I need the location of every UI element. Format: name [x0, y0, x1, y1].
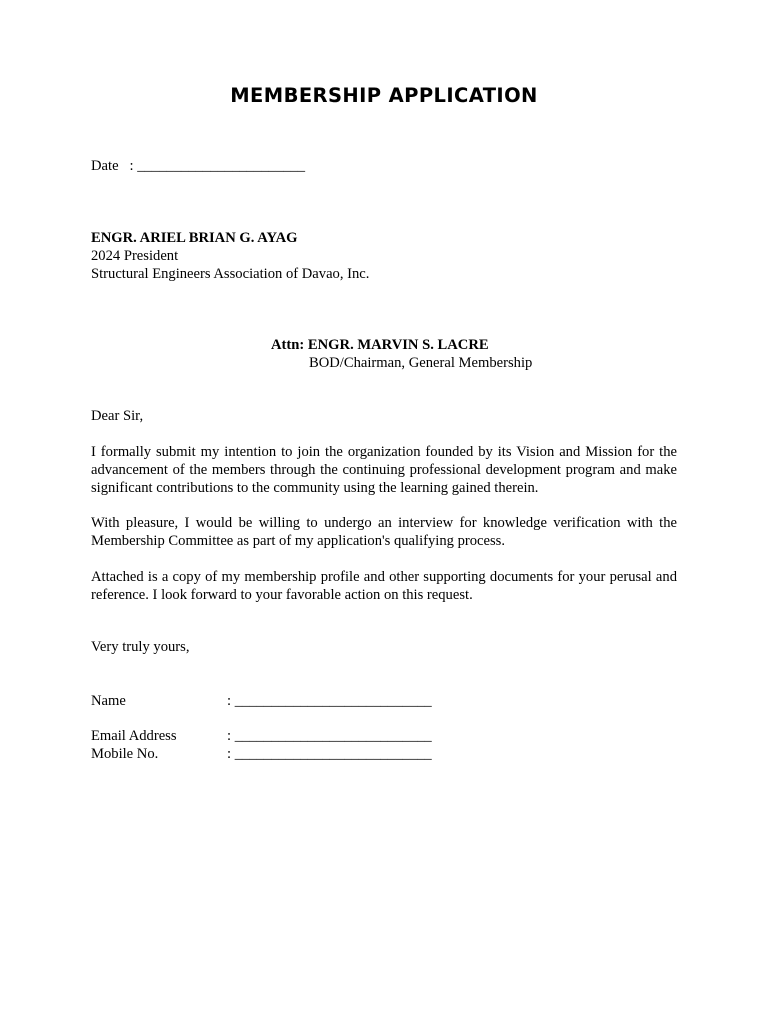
closing: Very truly yours, [91, 639, 190, 655]
attention-name: ENGR. MARVIN S. LACRE [307, 337, 489, 353]
name-field-line [91, 692, 432, 710]
addressee-position: 2024 President [91, 248, 179, 264]
attention-position: BOD/Chairman, General Membership [309, 355, 533, 371]
date-blank: : _______________________ [118, 158, 306, 174]
name-field-label: Name [91, 693, 126, 709]
date-label: Date [91, 158, 119, 174]
mobile-field-label: Mobile No. [91, 746, 159, 762]
addressee-name: ENGR. ARIEL BRIAN G. AYAG [91, 230, 298, 246]
document-title: MEMBERSHIP APPLICATION [230, 84, 538, 107]
email-field-label: Email Address [91, 728, 177, 744]
salutation: Dear Sir, [91, 408, 144, 424]
body-paragraph-2: With pleasure, I would be willing to undergo an interview for knowledge verification with the Membership Committee as part of my application's qualifying process. [91, 515, 677, 549]
email-field-line [91, 727, 432, 745]
mobile-field-line [91, 745, 432, 763]
addressee-block [91, 229, 369, 283]
name-field-blank: : ___________________________ [227, 693, 432, 709]
addressee-organization: Structural Engineers Association of Davao, Inc. [91, 266, 370, 282]
attention-block [271, 336, 532, 372]
mobile-field-blank: : ___________________________ [227, 746, 432, 762]
email-field-blank: : ___________________________ [227, 728, 432, 744]
body-paragraph-1: I formally submit my intention to join the organization founded by its Vision and Mission for the advancement of the members through the continuing professional development program and make significant contributions to the community using the learning gained therein. [91, 444, 677, 496]
date-line [91, 157, 305, 175]
attention-line [271, 336, 532, 354]
body-paragraph-3: Attached is a copy of my membership profile and other supporting documents for your perusal and reference. I look forward to your favorable action on this request. [91, 569, 677, 603]
attention-prefix: Attn: [271, 337, 305, 353]
